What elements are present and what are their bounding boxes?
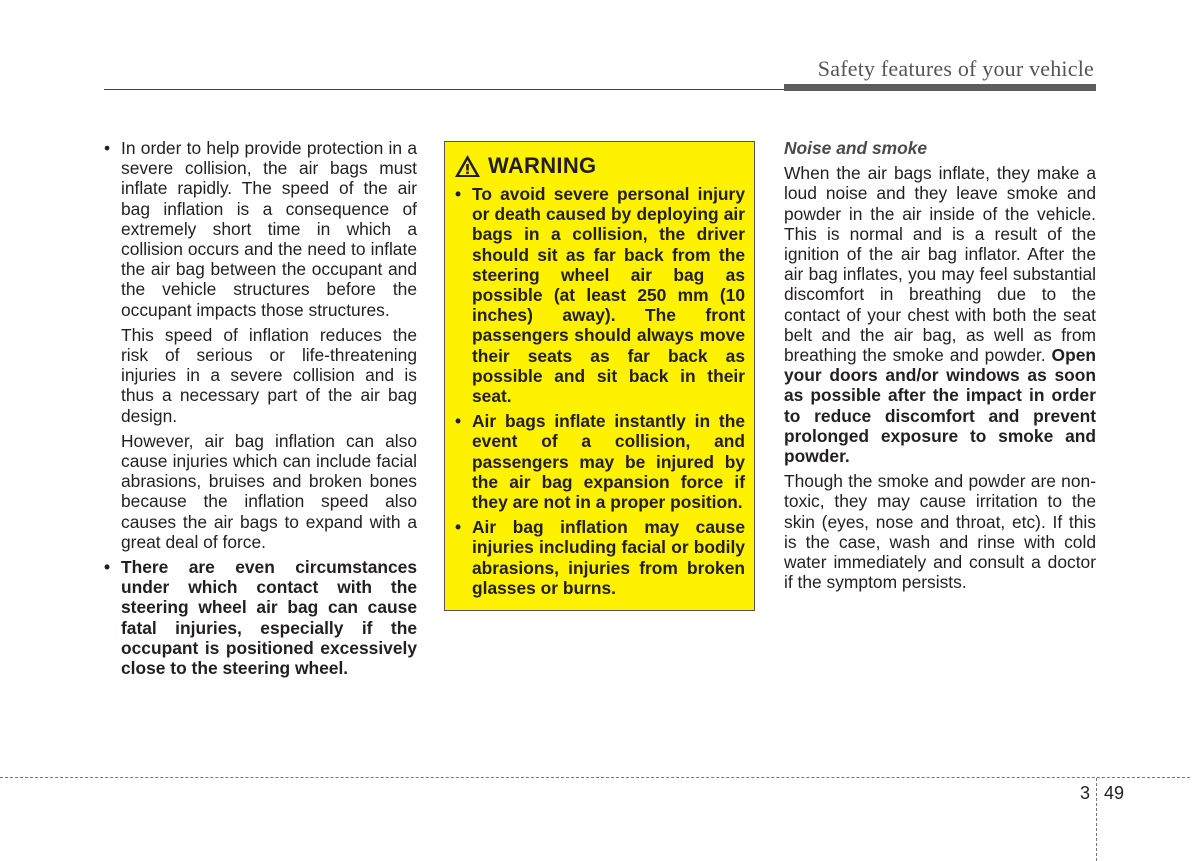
indented-paragraph <box>104 325 417 552</box>
bullet-dot: • <box>455 411 462 432</box>
page-header-title: Safety features of your vehicle <box>817 56 1094 81</box>
bullet-dot: • <box>104 138 111 158</box>
bullet-text: There are even circumstances under which contact with the steering wheel air bag can cause fatal injuries, especially if the occupant is positioned excessively close to the steering wheel. <box>121 557 417 679</box>
footer-dashed-divider <box>1096 778 1097 861</box>
right-column <box>784 138 1096 597</box>
header-rule-thin <box>104 89 784 90</box>
warning-item <box>454 411 745 512</box>
bullet-text: In order to help provide protection in a severe collision, the air bags must inflate rapidly. The speed of the air bag inflation is a consequence of extremely short time in which a collision occurs and the need to inflate the air bag between the occupant and the vehicle structures before the occupant impacts those structures. <box>121 138 417 320</box>
warning-box <box>444 141 755 611</box>
header-rule-thick <box>784 84 1096 91</box>
paragraph: However, air bag inflation can also cause injuries which can include facial abrasions, bruises and broken bones because the inflation speed also causes the air bags to expand with a great deal of force. <box>121 430 417 552</box>
warning-item <box>454 517 745 598</box>
left-column <box>104 138 417 683</box>
section-heading: Noise and smoke <box>784 138 928 158</box>
warning-triangle-icon <box>454 154 481 178</box>
page-number: 49 <box>1104 783 1125 803</box>
paragraph: This speed of inflation reduces the risk of serious or life-threatening injuries in a severe collision and is thus a necessary part of the air bag design. <box>121 324 417 426</box>
warning-item-text: Air bags inflate instantly in the event of a collision, and passengers may be injured by the air bag expansion force if they are not in a proper position. <box>472 411 745 513</box>
bullet-item <box>104 138 417 320</box>
warning-heading <box>454 154 745 178</box>
paragraph-text: When the air bags inflate, they make a loud noise and they leave smoke and powder in the air inside of the vehicle. This is normal and is a result of the ignition of the air bag inflator. After the air bag inflates, you may feel substantial discomfort in breathing due to the contact of your chest with both the seat belt and the air bag, as well as from breathing the smoke and powder. <box>784 163 1096 366</box>
bullet-dot: • <box>455 184 462 204</box>
footer-dashed-rule <box>0 777 1190 778</box>
bullet-dot: • <box>104 557 111 578</box>
warning-title: WARNING <box>488 152 597 178</box>
chapter-number: 3 <box>1080 783 1091 803</box>
paragraph-bold-text: Open your doors and/or windows as soon as possible after the impact in order to reduce discomfort and prevent prolonged exposure to smoke and powder. <box>784 345 1096 467</box>
warning-item-text: Air bag inflation may cause injuries including facial or bodily abrasions, injuries from broken glasses or burns. <box>472 517 745 598</box>
bullet-item-bold <box>104 557 417 678</box>
bullet-dot: • <box>455 517 462 538</box>
paragraph: Though the smoke and powder are non-toxic, they may cause irritation to the skin (eyes, nose and throat, etc). If this is the case, wash and rinse with cold water immediately and consult a doctor if the symptom persists. <box>784 471 1096 593</box>
paragraph <box>784 163 1096 466</box>
warning-item <box>454 184 745 406</box>
warning-item-text: To avoid severe personal injury or death caused by deploying air bags in a collision, the driver should sit as far back from the steering wheel air bag as possible (at least 250 mm (10 inches) away). The front passengers should always move their seats as far back as possible and sit back in their seat. <box>472 184 745 407</box>
